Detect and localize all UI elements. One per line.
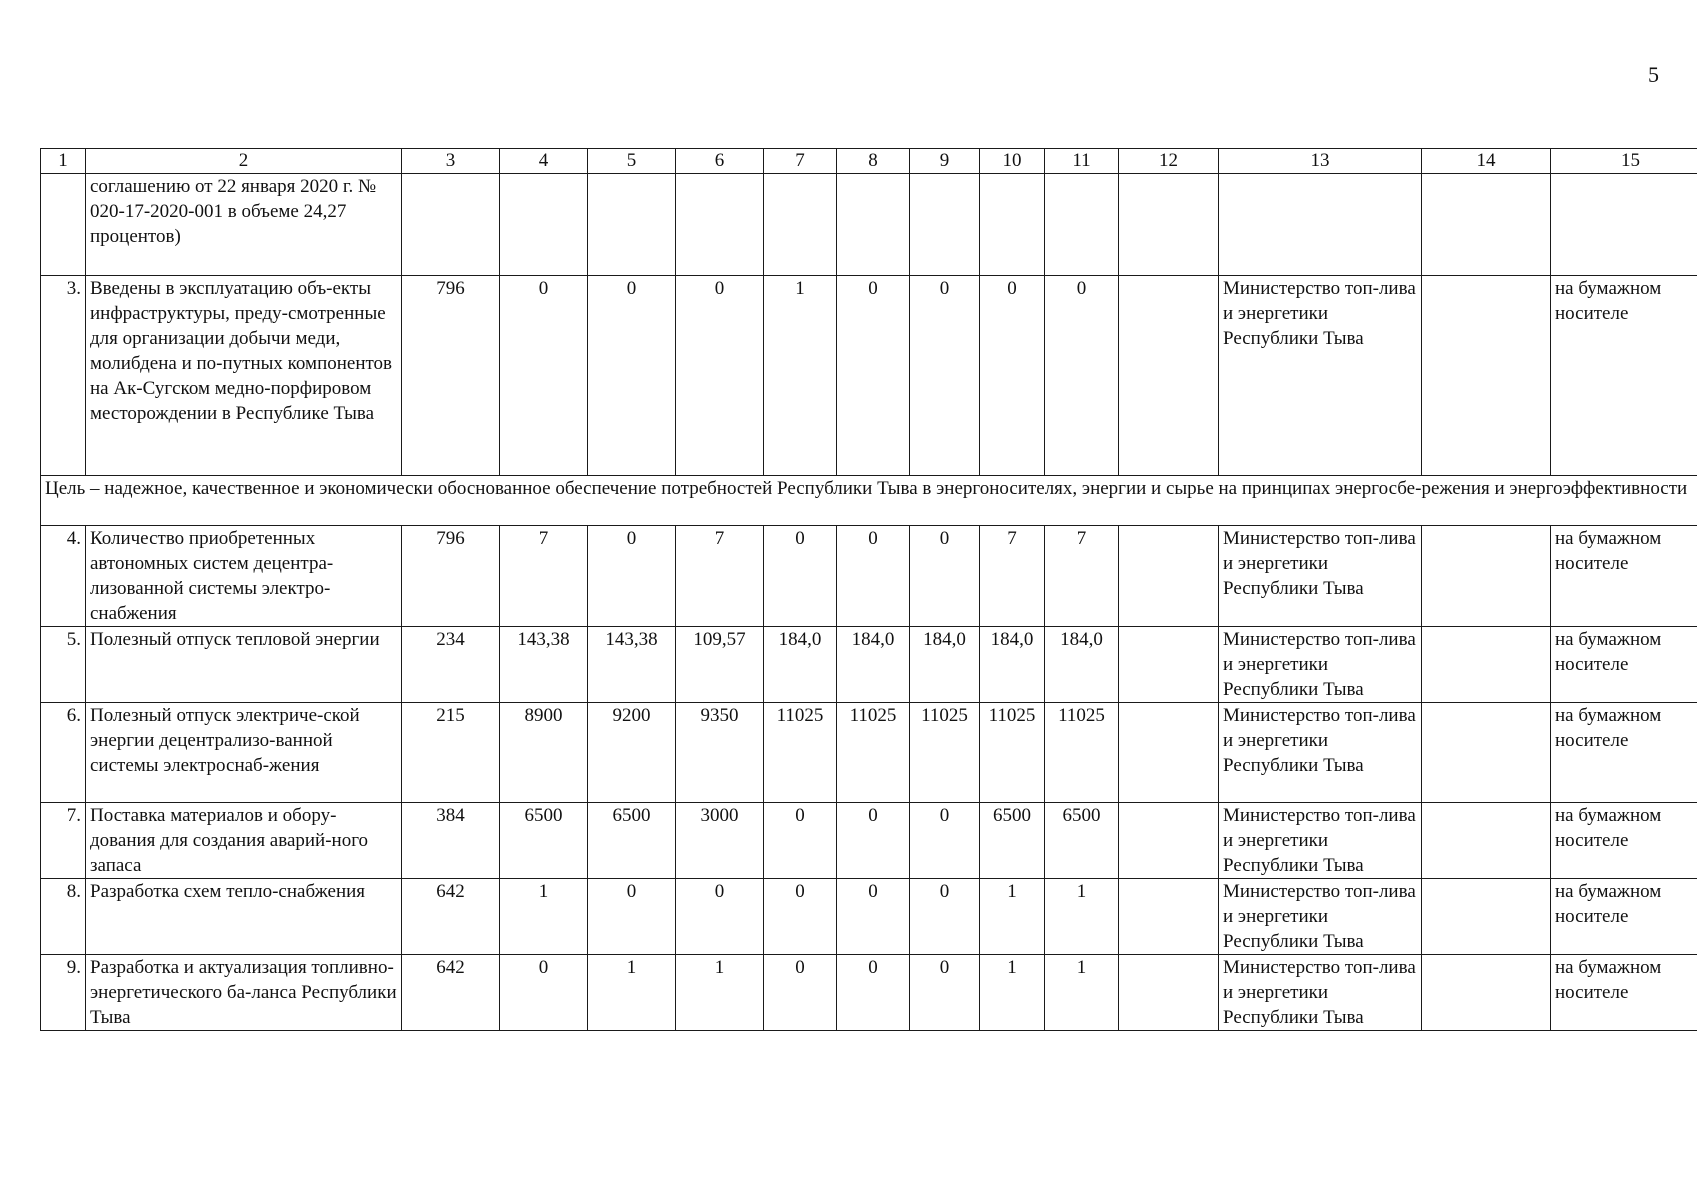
indicator-value: 1 <box>764 276 837 476</box>
reporting-form: на бумажном носителе <box>1551 703 1697 803</box>
indicator-value: 0 <box>764 879 837 955</box>
note-cell <box>1119 627 1219 703</box>
indicator-value: 0 <box>910 276 980 476</box>
row-number-cell <box>41 174 86 276</box>
indicator-value: 0 <box>910 879 980 955</box>
indicator-value: 11025 <box>910 703 980 803</box>
indicator-value: 143,38 <box>588 627 676 703</box>
indicators-table <box>40 148 1697 1031</box>
reporting-form: на бумажном носителе <box>1551 276 1697 476</box>
indicator-value: 0 <box>676 879 764 955</box>
note-cell <box>1119 879 1219 955</box>
indicator-value: 0 <box>588 526 676 627</box>
indicator-name: Введены в эксплуатацию объ-екты инфраструктуры, преду-смотренные для организации добычи меди, молибдена и по-путных компонентов на Ак-Сугском медно-порфировом месторождении в Республике Тыва <box>86 276 402 476</box>
column-number: 6 <box>676 149 764 174</box>
note-cell <box>1119 526 1219 627</box>
indicator-value: 0 <box>910 803 980 879</box>
column-number: 15 <box>1551 149 1697 174</box>
reporting-form: на бумажном носителе <box>1551 955 1697 1031</box>
table-row <box>41 955 1697 1031</box>
indicator-value: 1 <box>1045 879 1119 955</box>
indicator-value: 796 <box>402 526 500 627</box>
table-row <box>41 803 1697 879</box>
goal-row <box>41 476 1697 526</box>
indicator-value: 1 <box>500 879 588 955</box>
column-number: 9 <box>910 149 980 174</box>
indicator-name: Полезный отпуск тепловой энергии <box>86 627 402 703</box>
table-body <box>41 149 1697 1031</box>
indicator-value: 109,57 <box>676 627 764 703</box>
indicator-value: 11025 <box>980 703 1045 803</box>
indicator-value: 0 <box>676 276 764 476</box>
indicator-value: 0 <box>764 955 837 1031</box>
indicator-value: 0 <box>764 803 837 879</box>
indicator-value: 184,0 <box>764 627 837 703</box>
indicator-value: 6500 <box>500 803 588 879</box>
indicator-name: Поставка материалов и обору-дования для создания аварий-ного запаса <box>86 803 402 879</box>
indicator-value: 11025 <box>764 703 837 803</box>
column-number: 11 <box>1045 149 1119 174</box>
indicator-value: 7 <box>500 526 588 627</box>
indicator-value: 143,38 <box>500 627 588 703</box>
note-cell <box>1119 803 1219 879</box>
column-number: 7 <box>764 149 837 174</box>
column-number: 13 <box>1219 149 1422 174</box>
table-row <box>41 627 1697 703</box>
indicator-value: 11025 <box>1045 703 1119 803</box>
indicator-name: Разработка схем тепло-снабжения <box>86 879 402 955</box>
column-number: 3 <box>402 149 500 174</box>
indicator-value: 0 <box>764 526 837 627</box>
indicator-value: 0 <box>910 526 980 627</box>
indicator-value: 3000 <box>676 803 764 879</box>
indicator-value: 6500 <box>588 803 676 879</box>
column-number: 5 <box>588 149 676 174</box>
indicator-value: 1 <box>980 879 1045 955</box>
responsible-body: Министерство топ-лива и энергетики Республики Тыва <box>1219 627 1422 703</box>
indicator-value: 6500 <box>1045 803 1119 879</box>
column-number: 2 <box>86 149 402 174</box>
indicator-value: 1 <box>588 955 676 1031</box>
note-cell <box>1422 879 1551 955</box>
note-cell <box>1422 803 1551 879</box>
reporting-form: на бумажном носителе <box>1551 627 1697 703</box>
responsible-body: Министерство топ-лива и энергетики Республики Тыва <box>1219 276 1422 476</box>
row-number: 5. <box>41 627 86 703</box>
indicator-value: 384 <box>402 803 500 879</box>
continuation-text: соглашению от 22 января 2020 г. № 020-17-2020-001 в объеме 24,27 процентов) <box>86 174 402 276</box>
column-number: 8 <box>837 149 910 174</box>
reporting-form: на бумажном носителе <box>1551 526 1697 627</box>
column-number: 14 <box>1422 149 1551 174</box>
column-number-row <box>41 149 1697 174</box>
indicator-value: 9200 <box>588 703 676 803</box>
indicator-value: 8900 <box>500 703 588 803</box>
responsible-body: Министерство топ-лива и энергетики Республики Тыва <box>1219 879 1422 955</box>
indicator-value: 0 <box>910 955 980 1031</box>
indicator-value: 184,0 <box>980 627 1045 703</box>
goal-text: Цель – надежное, качественное и экономически обоснованное обеспечение потребностей Республики Тыва в энергоносителях, энергии и сырье на принципах энергосбе-режения и энергоэффективности <box>41 476 1697 526</box>
note-cell <box>1422 955 1551 1031</box>
indicator-value: 0 <box>500 276 588 476</box>
indicator-value: 0 <box>837 803 910 879</box>
indicator-value: 642 <box>402 879 500 955</box>
indicator-value: 1 <box>980 955 1045 1031</box>
indicator-value: 0 <box>837 879 910 955</box>
table-row <box>41 526 1697 627</box>
indicator-value: 184,0 <box>837 627 910 703</box>
continuation-row <box>41 174 1697 276</box>
note-cell <box>1119 955 1219 1031</box>
indicator-value: 184,0 <box>1045 627 1119 703</box>
note-cell <box>1422 276 1551 476</box>
indicator-value: 0 <box>1045 276 1119 476</box>
indicator-name: Полезный отпуск электриче-ской энергии децентрализо-ванной системы электроснаб-жения <box>86 703 402 803</box>
indicator-value: 642 <box>402 955 500 1031</box>
indicator-value: 184,0 <box>910 627 980 703</box>
row-number: 3. <box>41 276 86 476</box>
row-number: 8. <box>41 879 86 955</box>
indicator-value: 0 <box>980 276 1045 476</box>
indicator-value: 0 <box>588 879 676 955</box>
row-number: 4. <box>41 526 86 627</box>
indicator-value: 0 <box>588 276 676 476</box>
indicator-value: 0 <box>837 526 910 627</box>
column-number: 12 <box>1119 149 1219 174</box>
indicator-value: 7 <box>980 526 1045 627</box>
row-number: 6. <box>41 703 86 803</box>
note-cell <box>1119 276 1219 476</box>
reporting-form: на бумажном носителе <box>1551 879 1697 955</box>
column-number: 4 <box>500 149 588 174</box>
indicator-value: 796 <box>402 276 500 476</box>
row-number: 9. <box>41 955 86 1031</box>
responsible-body: Министерство топ-лива и энергетики Республики Тыва <box>1219 526 1422 627</box>
column-number: 10 <box>980 149 1045 174</box>
responsible-body: Министерство топ-лива и энергетики Республики Тыва <box>1219 955 1422 1031</box>
row-number: 7. <box>41 803 86 879</box>
indicator-value: 0 <box>837 276 910 476</box>
note-cell <box>1422 627 1551 703</box>
indicator-value: 1 <box>1045 955 1119 1031</box>
page-number: 5 <box>1648 62 1659 87</box>
note-cell <box>1422 703 1551 803</box>
column-number: 1 <box>41 149 86 174</box>
reporting-form: на бумажном носителе <box>1551 803 1697 879</box>
indicator-value: 7 <box>676 526 764 627</box>
responsible-body: Министерство топ-лива и энергетики Республики Тыва <box>1219 803 1422 879</box>
responsible-body: Министерство топ-лива и энергетики Республики Тыва <box>1219 703 1422 803</box>
indicator-name: Разработка и актуализация топливно-энергетического ба-ланса Республики Тыва <box>86 955 402 1031</box>
indicator-value: 215 <box>402 703 500 803</box>
table-row <box>41 879 1697 955</box>
indicator-value: 0 <box>837 955 910 1031</box>
note-cell <box>1119 703 1219 803</box>
table-row <box>41 276 1697 476</box>
table-row <box>41 703 1697 803</box>
indicator-value: 11025 <box>837 703 910 803</box>
indicator-value: 1 <box>676 955 764 1031</box>
indicator-value: 234 <box>402 627 500 703</box>
indicator-value: 9350 <box>676 703 764 803</box>
indicator-value: 6500 <box>980 803 1045 879</box>
indicator-value: 0 <box>500 955 588 1031</box>
indicator-value: 7 <box>1045 526 1119 627</box>
indicator-name: Количество приобретенных автономных систем децентра-лизованной системы электро-снабжения <box>86 526 402 627</box>
note-cell <box>1422 526 1551 627</box>
